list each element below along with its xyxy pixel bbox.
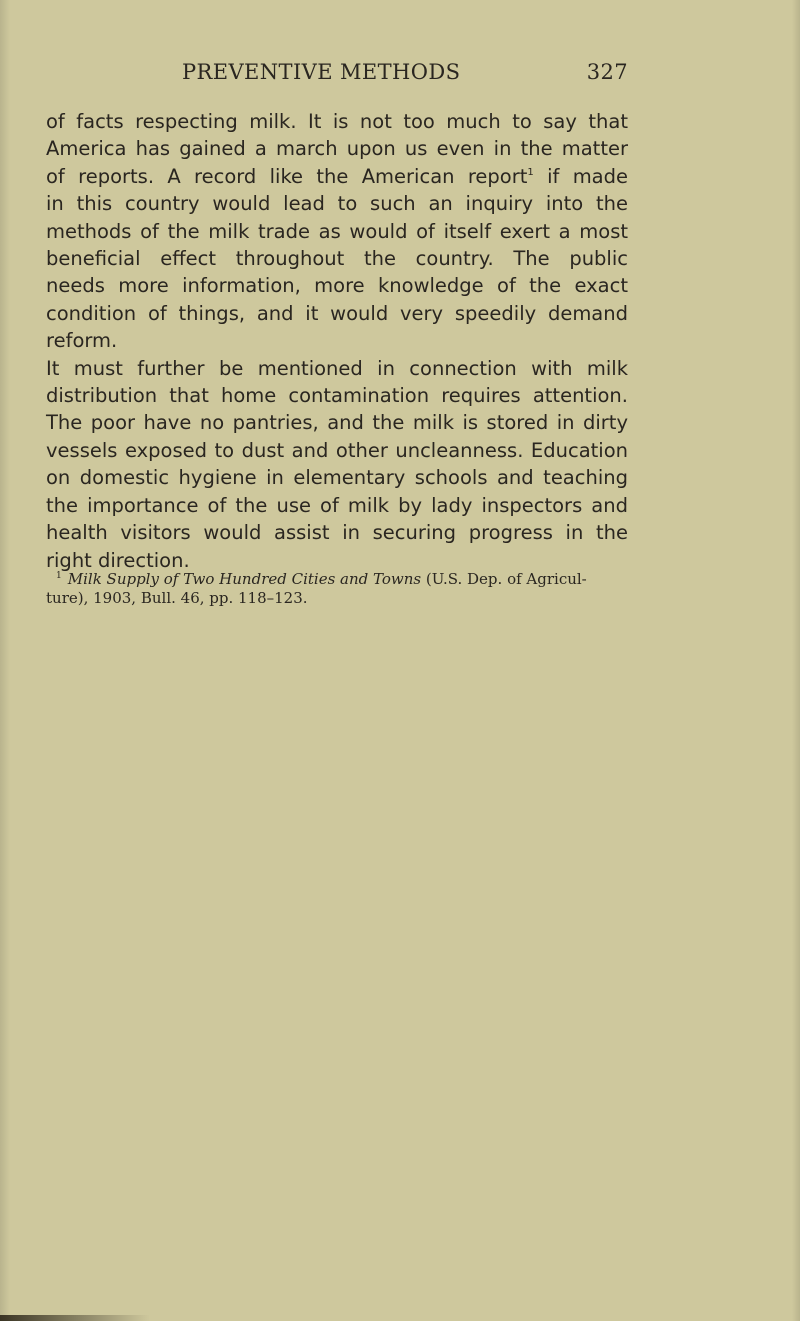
paragraph-2 [46,355,628,574]
footnote-source-title: Milk Supply of Two Hundred Cities and Towns [67,570,422,588]
text-line: reform. [46,329,118,353]
text-line: health visitors would assist in securing progress in the [46,521,628,545]
page-number: 327 [586,60,628,84]
text-segment: if made [533,164,629,188]
text-segment: of reports. A record like the American report [46,164,528,188]
text-line-with-footnote-ref [46,163,628,190]
text-line: in this country would lead to such an inquiry into the [46,192,628,216]
footnote-line [46,570,628,589]
page-edge-shadow [0,1315,150,1321]
text-line: beneficial effect throughout the country. The public [46,247,628,271]
paragraph-1 [46,108,628,355]
text-line: America has gained a march upon us even in the matter [46,137,628,161]
text-line: needs more information, more knowledge of the exact [46,274,628,298]
text-line: of facts respecting milk. It is not too much to say that [46,110,628,133]
running-title: PREVENTIVE METHODS [182,60,461,84]
text-line: The poor have no pantries, and the milk is stored in dirty [46,411,628,435]
text-line: vessels exposed to dust and other uncleanness. Education [46,438,628,462]
text-line: right direction. [46,548,190,572]
text-line: distribution that home contamination requires attention. [46,384,628,408]
text-line: the importance of the use of milk by lady inspectors and [46,493,628,517]
text-line: It must further be mentioned in connection with milk [46,356,628,380]
text-line: condition of things, and it would very speedily demand [46,301,628,325]
footnote-text: (U.S. Dep. of Agricul- [421,570,587,588]
text-line: methods of the milk trade as would of itself exert a most [46,219,628,243]
footnote [46,570,628,608]
footnote-ref-mark[interactable]: 1 [527,166,534,178]
footnote-line: ture), 1903, Bull. 46, pp. 118–123. [46,589,308,607]
footnote-mark: 1 [56,571,62,581]
body-text [46,108,628,574]
running-head [46,60,628,90]
text-line: on domestic hygiene in elementary schools and teaching [46,466,628,490]
